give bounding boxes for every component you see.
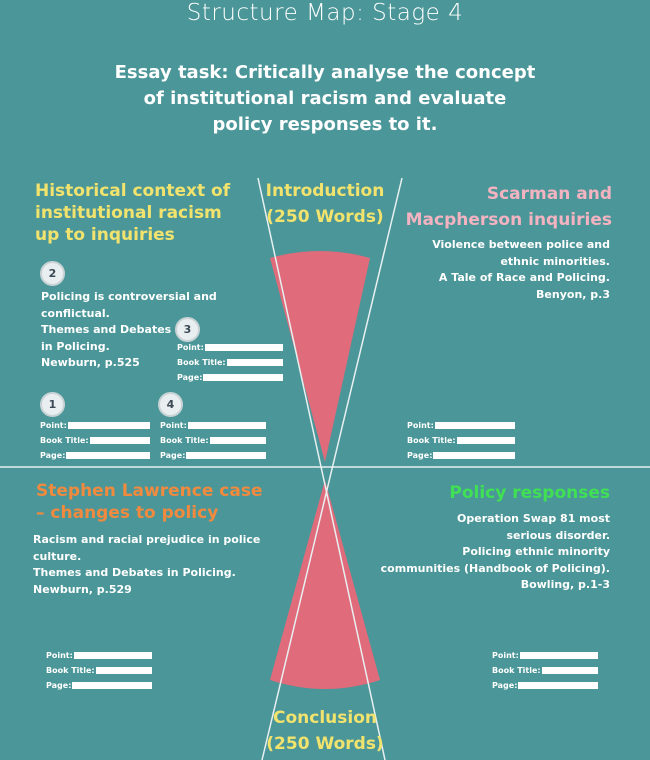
point-input[interactable] — [188, 422, 266, 429]
essay-task-line: Essay task: Critically analyse the concept — [114, 62, 536, 83]
book-title-label: Book Title: — [160, 436, 209, 445]
book-title-input[interactable] — [457, 437, 515, 444]
heading-line: Historical context of — [35, 181, 231, 201]
introduction-heading: Introduction — [265, 181, 385, 201]
point-label: Point: — [160, 421, 187, 430]
hourglass-top-fill — [270, 251, 370, 462]
note-line: Policing ethnic minority — [462, 545, 610, 558]
note-line: Bowling, p.1-3 — [520, 578, 610, 591]
page-input[interactable] — [186, 452, 266, 459]
introduction-words: (250 Words) — [266, 207, 384, 227]
point-label: Point: — [492, 651, 519, 660]
book-title-label: Book Title: — [46, 666, 95, 675]
page-input[interactable] — [203, 374, 283, 381]
lawrence-heading — [36, 480, 262, 524]
note-line: Themes and Debates in Policing. — [33, 566, 236, 579]
introduction-block — [250, 178, 400, 230]
book-title-input[interactable] — [90, 437, 150, 444]
essay-task — [60, 60, 590, 138]
heading-line: – changes to policy — [36, 503, 219, 523]
page-input[interactable] — [72, 682, 152, 689]
conclusion-block — [250, 705, 400, 757]
policy-note — [381, 511, 610, 594]
page-input[interactable] — [433, 452, 515, 459]
note-line: Newburn, p.529 — [33, 582, 132, 596]
policy-heading: Policy responses — [449, 483, 610, 503]
book-title-input[interactable] — [227, 359, 283, 366]
book-title-input[interactable] — [96, 667, 152, 674]
book-title-input[interactable] — [210, 437, 266, 444]
conclusion-heading: Conclusion — [273, 708, 377, 728]
page-title: Structure Map: Stage 4 — [186, 0, 464, 26]
note-line: communities (Handbook of Policing). — [380, 561, 610, 575]
note-line: in Policing. — [41, 339, 110, 353]
point-label: Point: — [177, 343, 204, 352]
number-badge-2: 2 — [40, 261, 65, 286]
page-input[interactable] — [66, 452, 150, 459]
book-title-label: Book Title: — [40, 436, 89, 445]
note-line: Benyon, p.3 — [536, 287, 610, 301]
page-input[interactable] — [518, 682, 598, 689]
book-title-label: Book Title: — [492, 666, 541, 675]
heading-line: Macpherson inquiries — [405, 210, 612, 230]
lawrence-note — [33, 532, 260, 598]
point-input[interactable] — [74, 652, 152, 659]
point-input[interactable] — [435, 422, 515, 429]
reference-fields-3 — [177, 340, 283, 385]
heading-line: up to inquiries — [35, 225, 175, 245]
point-input[interactable] — [205, 344, 283, 351]
heading-line: Stephen Lawrence case — [36, 481, 263, 501]
point-input[interactable] — [520, 652, 598, 659]
note-line: culture. — [33, 549, 82, 563]
book-title-label: Book Title: — [177, 358, 226, 367]
page-label: Page: — [40, 451, 66, 460]
page-label: Page: — [407, 451, 433, 460]
note-line: ethnic minorities. — [500, 254, 610, 268]
note-line: Themes and Debates — [41, 323, 172, 336]
book-title-label: Book Title: — [407, 436, 456, 445]
conclusion-words: (250 Words) — [266, 734, 384, 754]
scarman-note — [432, 237, 610, 303]
note-line: Racism and racial prejudice in police — [33, 533, 261, 546]
point-input[interactable] — [68, 422, 150, 429]
scarman-heading — [406, 181, 612, 233]
note-line: Operation Swap 81 most — [457, 512, 610, 525]
reference-fields-policy — [492, 648, 598, 693]
page-label: Page: — [160, 451, 186, 460]
note-line: Newburn, p.525 — [41, 356, 140, 369]
reference-fields-1 — [40, 418, 150, 463]
heading-line: institutional racism — [35, 203, 222, 223]
note-line: serious disorder. — [506, 528, 610, 542]
number-badge-4: 4 — [158, 392, 183, 417]
book-title-input[interactable] — [542, 667, 598, 674]
heading-line: Scarman and — [486, 184, 612, 204]
number-badge-3: 3 — [175, 317, 200, 342]
essay-task-line: policy responses to it. — [212, 114, 438, 135]
note-line: Policing is controversial and — [41, 290, 217, 303]
point-label: Point: — [407, 421, 434, 430]
page-label: Page: — [177, 373, 203, 382]
essay-task-line: of institutional racism and evaluate — [143, 88, 507, 109]
number-badge-1: 1 — [40, 392, 65, 417]
page-label: Page: — [492, 681, 518, 690]
page-label: Page: — [46, 681, 72, 690]
reference-fields-4 — [160, 418, 266, 463]
note-line: conflictual. — [41, 306, 110, 320]
point-label: Point: — [46, 651, 73, 660]
point-label: Point: — [40, 421, 67, 430]
reference-fields-lawrence — [46, 648, 152, 693]
reference-fields-scarman — [407, 418, 515, 463]
historical-heading — [35, 180, 230, 246]
note-line: Violence between police and — [432, 238, 610, 251]
note-line: A Tale of Race and Policing. — [438, 271, 610, 284]
